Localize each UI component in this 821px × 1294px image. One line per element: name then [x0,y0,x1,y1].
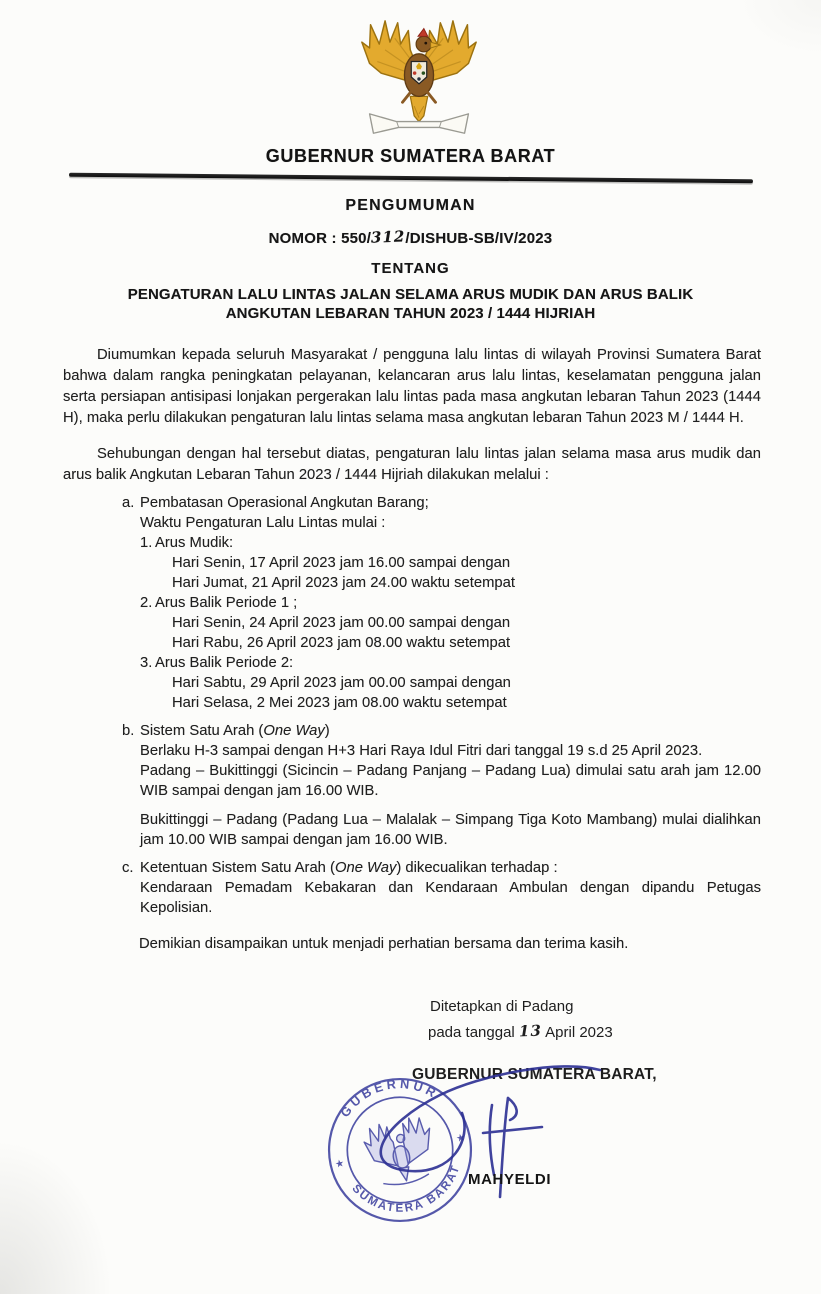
period-3-line-1: Hari Sabtu, 29 April 2023 jam 00.00 sampai dengan [172,675,511,691]
item-b-paragraph-2: Padang – Bukittinggi (Sicincin – Padang Panjang – Padang Lua) dimulai satu arah jam 12.00 WIB sampai dengan jam 16.00 WIB. [140,763,761,799]
item-c [122,858,761,918]
signature-place: Ditetapkan di Padang [430,998,574,1015]
official-stamp [310,1060,490,1240]
item-a-marker: a. [122,495,135,511]
subject-line-1: PENGATURAN LALU LINTAS JALAN SELAMA ARUS MUDIK DAN ARUS BALIK [127,286,694,303]
item-b [122,721,761,850]
item-a-title: Pembatasan Operasional Angkutan Barang; [140,495,429,511]
signature-scribble [320,1055,630,1255]
subject-line-2: ANGKUTAN LEBARAN TAHUN 2023 / 1444 HIJRIAH [225,305,596,322]
period-2 [140,593,761,653]
item-c-marker: c. [122,860,134,876]
document-number-prefix: 550/ [341,230,372,247]
period-1 [140,533,761,593]
document-type-heading: PENGUMUMAN [345,197,476,214]
period-1-line-2: Hari Jumat, 21 April 2023 jam 24.00 waktu setempat [172,575,515,591]
stamp-top-text: GUBERNUR [337,1076,442,1120]
garuda-icon [356,12,482,144]
letterhead-title: GUBERNUR SUMATERA BARAT [265,146,556,166]
one-way-term: One Way [263,723,325,739]
regulation-list [122,493,761,918]
item-b-paragraph-3: Bukittinggi – Padang (Padang Lua – Malalak – Simpang Tiga Koto Mambang) mulai dialihkan jam 10.00 WIB sampai dengan jam 16.00 WIB. [140,812,761,848]
signature-date: pada tanggal 13 April 2023 [428,1021,613,1041]
svg-text:SUMATERA BARAT [348,1160,470,1225]
document-number [0,229,821,247]
item-b-paragraph-1: Berlaku H-3 sampai dengan H+3 Hari Raya Idul Fitri dari tanggal 19 s.d 25 April 2023. [140,743,703,759]
letterhead-divider [69,173,753,184]
period-2-line-2: Hari Rabu, 26 April 2023 jam 08.00 waktu setempat [172,635,511,651]
document-number-label: NOMOR : [268,230,337,247]
stamp-bottom-text: SUMATERA BARAT [349,1162,463,1215]
item-c-title: Ketentuan Sistem Satu Arah (One Way) dikecualikan terhadap : [140,860,558,876]
intro-paragraph: Sehubungan dengan hal tersebut diatas, pengaturan lalu lintas jalan selama masa arus mudik dan arus balik Angkutan Lebaran Tahun 2023 / 1444 Hijriah dilakukan melalui : [63,446,761,483]
closing-paragraph: Demikian disampaikan untuk menjadi perhatian bersama dan terima kasih. [139,936,629,952]
item-a-subtitle: Waktu Pengaturan Lalu Lintas mulai : [140,515,386,531]
stamp-star-right-icon: ★ [455,1132,467,1145]
one-way-term: One Way [334,860,397,876]
svg-text:GUBERNUR [333,1068,443,1122]
document-number-handwritten: 312 [370,227,406,247]
subject-title [0,285,821,323]
period-3-number: 3. [140,655,153,671]
stamp-star-left-icon: ★ [334,1158,346,1171]
period-2-number: 2. [140,595,153,611]
opening-paragraph: Diumumkan kepada seluruh Masyarakat / pengguna lalu lintas di wilayah Provinsi Sumatera Barat bahwa dalam rangka peningkatan pelayanan, kelancaran arus lalu lintas, keselamatan pengguna jalan serta persiapan antisipasi lonjakan pergerakan lalu lintas pada masa angkutan lebaran Tahun 2023 (1444 H), maka perlu dilakukan pengaturan lalu lintas selama masa angkutan lebaran Tahun 2023 M / 1444 H. [63,347,761,426]
signatory-name: MAHYELDI [468,1171,552,1188]
period-2-line-1: Hari Senin, 24 April 2023 jam 00.00 sampai dengan [172,615,511,631]
item-b-title: Sistem Satu Arah (One Way) [140,723,330,739]
period-3-label: Arus Balik Periode 2: [155,655,294,671]
period-2-label: Arus Balik Periode 1 ; [155,595,298,611]
period-3 [140,653,761,713]
document-body [63,345,761,955]
document-number-suffix: /DISHUB-SB/IV/2023 [405,230,553,247]
period-1-line-1: Hari Senin, 17 April 2023 jam 16.00 sampai dengan [172,555,511,571]
item-a [122,493,761,713]
garuda-pancasila-emblem [356,12,482,144]
signature-date-handwritten: 13 [518,1021,543,1041]
item-b-marker: b. [122,723,135,739]
period-1-label: Arus Mudik: [155,535,234,551]
signatory-office: GUBERNUR SUMATERA BARAT, [412,1066,657,1083]
period-3-line-2: Hari Selasa, 2 Mei 2023 jam 08.00 waktu setempat [172,695,507,711]
item-c-paragraph-1: Kendaraan Pemadam Kebakaran dan Kendaraan Ambulan dengan dipandu Petugas Kepolisian. [140,880,761,916]
stamp-garuda-icon [361,1114,440,1190]
period-1-number: 1. [140,535,153,551]
period-list [140,533,761,713]
about-heading: TENTANG [371,260,450,277]
